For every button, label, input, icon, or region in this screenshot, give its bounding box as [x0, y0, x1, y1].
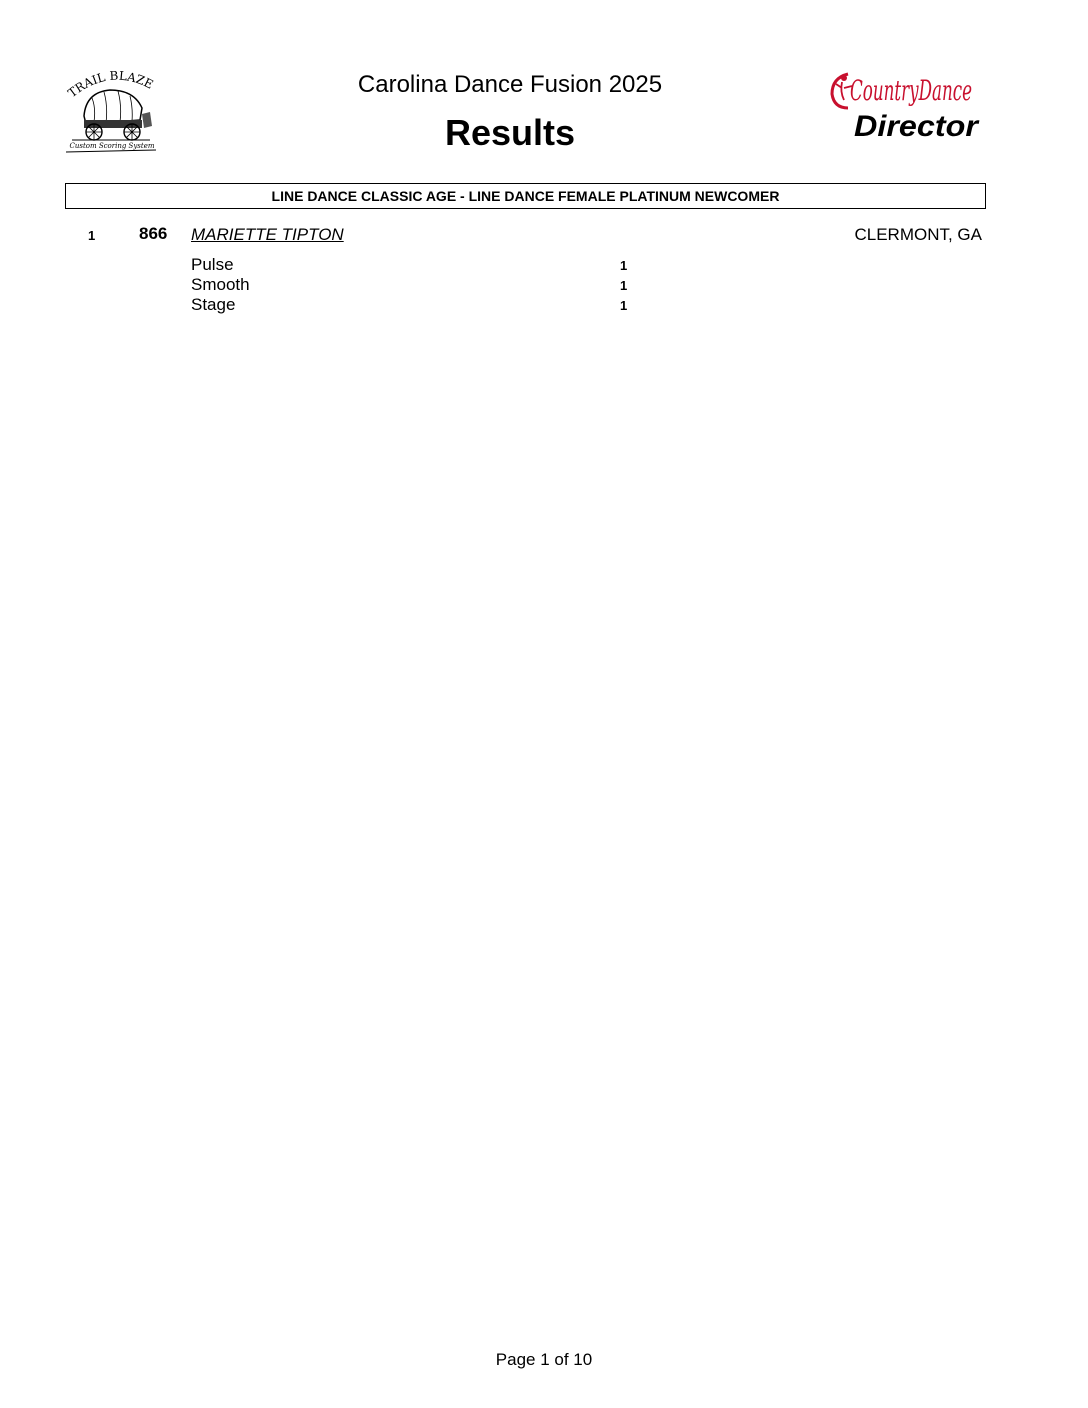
score-row-smooth — [191, 275, 651, 295]
logo-left-bottom-text: Custom Scoring System — [69, 142, 155, 150]
dancer-icon — [826, 64, 986, 144]
page-number: Page 1 of 10 — [495, 1350, 593, 1369]
score-label: Stage — [191, 295, 236, 314]
result-place: 1 — [88, 228, 96, 243]
covered-wagon-icon — [62, 68, 160, 154]
competitor-name: MARIETTE TIPTON — [191, 225, 344, 244]
logo-right-top-text: CountryDance — [850, 74, 972, 107]
logo-right-bottom-text: Director — [854, 110, 981, 143]
division-header: LINE DANCE CLASSIC AGE - LINE DANCE FEMALE PLATINUM NEWCOMER — [65, 183, 986, 209]
competitor-number: 866 — [139, 224, 168, 243]
result-row — [0, 222, 1088, 248]
score-list — [191, 255, 651, 315]
page-title: Results — [444, 112, 576, 153]
score-row-stage — [191, 295, 651, 315]
competitor-location: CLERMONT, GA — [854, 225, 982, 244]
score-value: 1 — [620, 258, 628, 273]
score-label: Smooth — [191, 275, 250, 294]
score-value: 1 — [620, 278, 628, 293]
trail-blazer-logo — [62, 68, 160, 154]
event-title: Carolina Dance Fusion 2025 — [357, 71, 663, 98]
svg-text:TRAIL BLAZER — [62, 68, 156, 100]
country-dance-director-logo — [826, 64, 986, 144]
score-label: Pulse — [191, 255, 234, 274]
score-value: 1 — [620, 298, 628, 313]
logo-left-top-text: TRAIL BLAZE — [65, 68, 156, 101]
score-row-pulse — [191, 255, 651, 275]
